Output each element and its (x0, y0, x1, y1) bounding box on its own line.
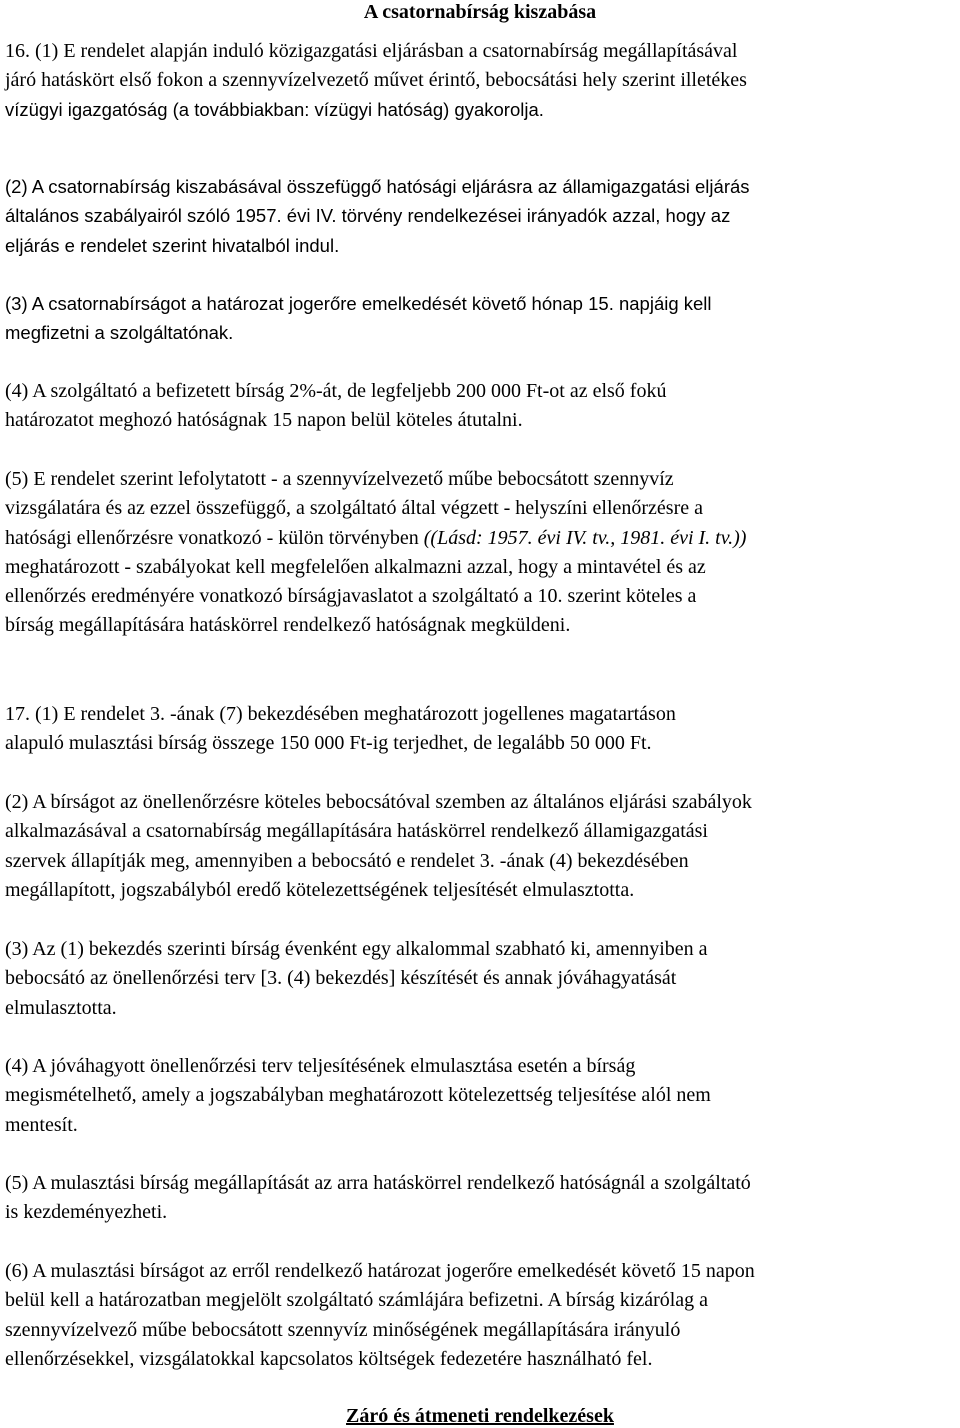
paragraph-16-1-cont (5, 95, 960, 124)
text-line: (6) A mulasztási bírságot az erről rendelkező határozat jogerőre emelkedését követő 15 napon (5, 1260, 755, 1282)
legal-reference: ((Lásd: 1957. évi IV. tv., 1981. évi I. tv.)) (423, 526, 747, 549)
text-line: meghatározott - szabályokat kell megfelelően alkalmazni azzal, hogy a mintavétel és az (5, 555, 706, 578)
paragraph-17-2 (5, 788, 960, 905)
paragraph-16-3 (5, 289, 960, 348)
text-line: alapuló mulasztási bírság összege 150 000 Ft-ig terjedhet, de legalább 50 000 Ft. (5, 732, 652, 755)
section-heading: Záró és átmeneti rendelkezések (346, 1405, 614, 1427)
text-line: mentesít. (5, 1113, 78, 1136)
paragraph-16-4 (5, 377, 960, 436)
paragraph-17-1 (5, 700, 960, 759)
text-line: eljárás e rendelet szerint hivatalból indul. (5, 234, 340, 256)
text-line: járó hatáskört első fokon a szennyvízelvezető művet érintő, bebocsátási hely szerint illetékes (5, 69, 747, 92)
text-line: elmulasztotta. (5, 996, 117, 1019)
paragraph-16-1 (5, 37, 960, 96)
text-line: bírság megállapítására hatáskörrel rendelkező hatóságnak megküldeni. (5, 614, 571, 637)
paragraph-16-2 (5, 172, 960, 260)
text-line: (2) A csatornabírság kiszabásával összefüggő hatósági eljárásra az államigazgatási eljárás (5, 176, 750, 197)
paragraph-17-4 (5, 1052, 960, 1140)
paragraph-17-5 (5, 1169, 960, 1228)
text-line: (4) A jóváhagyott önellenőrzési terv teljesítésének elmulasztása esetén a bírság (5, 1055, 636, 1077)
text-line: vizsgálatára és az ezzel összefüggő, a szolgáltató által végzett - helyszíni ellenőrzésre a (5, 497, 703, 520)
text-line: alkalmazásával a csatornabírság megállapítására hatáskörrel rendelkező államigazgatási (5, 820, 708, 843)
paragraph-16-5 (5, 465, 960, 641)
text-line: (3) Az (1) bekezdés szerinti bírság évenként egy alkalommal szabható ki, amennyiben a (5, 938, 708, 960)
text-line: megállapított, jogszabályból eredő kötelezettségének teljesítését elmulasztotta. (5, 878, 635, 901)
text-segment: hatósági ellenőrzésre vonatkozó - külön törvényben (5, 526, 424, 549)
text-line: ellenőrzés eredményére vonatkozó bírságjavaslatot a szolgáltató a 10. szerint köteles a (5, 585, 697, 608)
text-line: általános szabályairól szóló 1957. évi IV. törvény rendelkezései irányadók azzal, hogy az (5, 205, 731, 227)
paragraph-17-6 (5, 1257, 960, 1374)
text-line: 16. (1) E rendelet alapján induló közigazgatási eljárásban a csatornabírság megállapításával (5, 40, 738, 62)
text-line: is kezdeményezheti. (5, 1201, 168, 1224)
text-line: (2) A bírságot az önellenőrzésre köteles bebocsátóval szemben az általános eljárási szabályok (5, 791, 752, 813)
text-line: ellenőrzésekkel, vizsgálatokkal kapcsolatos költségek fedezetére használható fel. (5, 1347, 653, 1370)
text-line: (4) A szolgáltató a befizetett bírság 2%-át, de legfeljebb 200 000 Ft-ot az első fokú (5, 380, 667, 402)
text-line: határozatot meghozó hatóságnak 15 napon belül köteles átutalni. (5, 409, 523, 432)
paragraph-17-3 (5, 935, 960, 1023)
text-line: (3) A csatornabírságot a határozat jogerőre emelkedését követő hónap 15. napjáig kell (5, 293, 712, 314)
text-line: (5) A mulasztási bírság megállapítását az arra hatáskörrel rendelkező hatóságnál a szolgáltató (5, 1172, 751, 1194)
text-line: szervek állapítják meg, amennyiben a bebocsátó e rendelet 3. -ának (4) bekezdésében (5, 849, 689, 872)
text-line: vízügyi igazgatóság (a továbbiakban: vízügyi hatóság) gyakorolja. (5, 99, 544, 120)
text-line: megfizetni a szolgáltatónak. (5, 322, 234, 344)
text-line: 17. (1) E rendelet 3. -ának (7) bekezdésében meghatározott jogellenes magatartáson (5, 703, 676, 725)
text-line: megismételhető, amely a jogszabályban meghatározott kötelezettség teljesítése alól nem (5, 1084, 711, 1107)
text-line: belül kell a határozatban megjelölt szolgáltató számlájára befizetni. A bírság kizárólag a (5, 1289, 709, 1312)
text-line: szennyvízelvező műbe bebocsátott szennyvíz minőségének megállapítására irányuló (5, 1318, 681, 1341)
text-line: (5) E rendelet szerint lefolytatott - a szennyvízelvezető műbe bebocsátott szennyvíz (5, 468, 674, 490)
text-line (5, 524, 960, 553)
section-heading: A csatornabírság kiszabása (363, 1, 597, 23)
text-line: bebocsátó az önellenőrzési terv [3. (4) bekezdés] készítését és annak jóváhagyatását (5, 967, 677, 990)
